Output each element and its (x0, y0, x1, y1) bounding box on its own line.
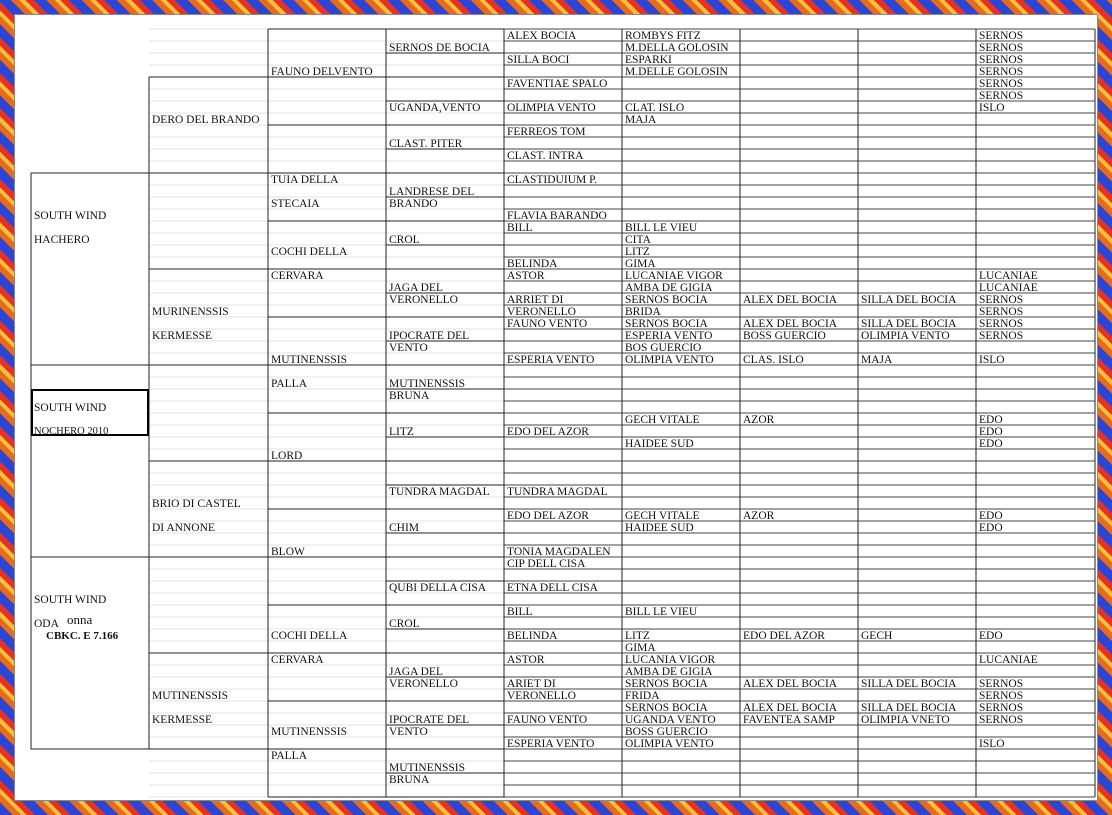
gen6-r1: ROMBYS FITZ (625, 30, 701, 42)
gen6-r21: LUCANIAE VIGOR (625, 270, 723, 282)
gen9-r35: EDO (979, 438, 1003, 450)
gen2-dam-sire-line1: BRIO DI CASTEL (152, 498, 241, 510)
gen4-a: SERNOS DE BOCIA (389, 42, 490, 54)
gen4-k: CHIM (389, 522, 420, 534)
gen5-r45: CIP DELL CISA (507, 558, 586, 570)
gen5-r7: OLIMPIA VENTO (507, 102, 596, 114)
dam-name: SOUTH WIND (34, 594, 107, 606)
gen3-g-line2: CERVARA (271, 654, 324, 666)
subject-name: SOUTH WIND (34, 402, 107, 414)
gen9-r57: SERNOS (979, 702, 1024, 714)
gen5-r21: ASTOR (507, 270, 545, 282)
gen6-r19: LITZ (625, 246, 650, 258)
gen8-r28: MAJA (861, 354, 893, 366)
gen5-r9: FERREOS TOM (507, 126, 586, 138)
gen5-r17: BILL (507, 222, 533, 234)
gen4-c: CLAST. PITER (389, 138, 463, 150)
gen7-r58: FAVENTEA SAMP (743, 714, 835, 726)
gen7-r26: BOSS GUERCIO (743, 330, 826, 342)
gen4-d: LANDRESE DEL BRANDO (389, 186, 474, 210)
gen9-r28: ISLO (979, 354, 1005, 366)
gen6-r35: HAIDEE SUD (625, 438, 694, 450)
gen9-r26: SERNOS (979, 330, 1024, 342)
gen6-r3: ESPARKI (625, 54, 672, 66)
gen5-r60: ESPERIA VENTO (507, 738, 595, 750)
gen9-r60: ISLO (979, 738, 1005, 750)
gen9-r1: SERNOS (979, 30, 1024, 42)
gen5-r5: FAVENTIAE SPALO (507, 78, 608, 90)
gen5-r3: SILLA BOCI (507, 54, 570, 66)
gen5-r53: ASTOR (507, 654, 545, 666)
gen9-r24: SERNOS (979, 306, 1024, 318)
gen4-n: JAGA DEL VERONELLO (389, 666, 458, 690)
gen5-r51: BELINDA (507, 630, 558, 642)
sire-name: SOUTH WIND (34, 210, 107, 222)
gen6-r4: M.DELLE GOLOSIN (625, 66, 728, 78)
gen5-r34: EDO DEL AZOR (507, 426, 589, 438)
gen5-r39: TUNDRA MAGDAL (507, 486, 608, 498)
gen7-r25: ALEX DEL BOCIA (743, 318, 838, 330)
dam-name-line2: ODA (34, 618, 59, 630)
gen6-r59: BOSS GUERCIO (625, 726, 708, 738)
gen6-r58: UGANDA VENTO (625, 714, 716, 726)
subject-name-line2: NOCHERO 2010 (34, 426, 109, 437)
gen2-dam-dam-line2: KERMESSE (152, 714, 213, 726)
gen5-r58: FAUNO VENTO (507, 714, 588, 726)
gen4-h: MUTINENSSIS BRUNA (389, 378, 466, 402)
gen7-r28: CLAS. ISLO (743, 354, 804, 366)
sire-name-line2: HACHERO (34, 234, 90, 246)
gen6-r51: LITZ (625, 630, 650, 642)
gen3-d-line1: MUTINENSSIS (271, 354, 348, 366)
gen7-r55: ALEX DEL BOCIA (743, 678, 838, 690)
gen6-r56: FRIDA (625, 690, 660, 702)
gen4-o: IPOCRATE DEL VENTO (389, 714, 469, 738)
gen4-g: IPOCRATE DEL VENTO (389, 330, 469, 354)
gen8-r58: OLIMPIA VNETO (861, 714, 950, 726)
gen6-r55: SERNOS BOCIA (625, 678, 708, 690)
gen6-r20: GIMA (625, 258, 656, 270)
gen6-r54: AMBA DE GIGIA (625, 666, 713, 678)
gen2-sire-dam-line1: MURINENSSIS (152, 306, 229, 318)
gen9-r33: EDO (979, 414, 1003, 426)
gen5-r16: FLAVIA BARANDO (507, 210, 607, 222)
gen6-r28: OLIMPIA VENTO (625, 354, 714, 366)
gen6-r7: CLAT. ISLO (625, 102, 685, 114)
gen6-r41: GECH VITALE (625, 510, 700, 522)
gen2-sire-dam-line2: KERMESSE (152, 330, 213, 342)
gen6-r22: AMBA DE GIGIA (625, 282, 713, 294)
gen9-r4: SERNOS (979, 66, 1024, 78)
gen9-r7: ISLO (979, 102, 1005, 114)
gen6-r23: SERNOS BOCIA (625, 294, 708, 306)
gen3-e: LORD (271, 450, 303, 462)
gen5-r20: BELINDA (507, 258, 558, 270)
gen9-r6: SERNOS (979, 90, 1024, 102)
gen7-r23: ALEX DEL BOCIA (743, 294, 838, 306)
gen9-r21: LUCANIAE (979, 270, 1038, 282)
gen5-r55: ARIET DI VERONELLO (507, 678, 576, 702)
gen4-p: MUTINENSSIS BRUNA (389, 762, 466, 786)
gen6-r26: ESPERIA VENTO (625, 330, 713, 342)
gen9-r22: LUCANIAE (979, 282, 1038, 294)
gen9-r56: SERNOS (979, 690, 1024, 702)
gen5-r49: BILL (507, 606, 533, 618)
gen6-r27: BOS GUERCIO (625, 342, 702, 354)
gen9-r5: SERNOS (979, 78, 1024, 90)
gen4-i: LITZ (389, 426, 414, 438)
gen3-a: FAUNO DELVENTO (271, 66, 373, 78)
gen9-r55: SERNOS (979, 678, 1024, 690)
gen8-r25: SILLA DEL BOCIA (861, 318, 957, 330)
gen6-r42: HAIDEE SUD (625, 522, 694, 534)
gen4-b: UGANDA,VENTO (389, 102, 481, 114)
gen5-r47: ETNA DELL CISA (507, 582, 598, 594)
gen5-r23: ARRIET DI VERONELLO (507, 294, 576, 318)
gen8-r51: GECH (861, 630, 893, 642)
gen6-r33: GECH VITALE (625, 414, 700, 426)
gen6-r49: BILL LE VIEU (625, 606, 698, 618)
gen6-r25: SERNOS BOCIA (625, 318, 708, 330)
gen9-r23: SERNOS (979, 294, 1024, 306)
gen4-e: CROL (389, 234, 420, 246)
gen9-r25: SERNOS (979, 318, 1024, 330)
gen9-r58: SERNOS (979, 714, 1024, 726)
gen6-r57: SERNOS BOCIA (625, 702, 708, 714)
gen6-r2: M.DELLA GOLOSIN (625, 42, 729, 54)
gen8-r23: SILLA DEL BOCIA (861, 294, 957, 306)
gen6-r52: GIMA (625, 642, 656, 654)
gen9-r51: EDO (979, 630, 1003, 642)
dam-name-handwritten: onna (67, 612, 93, 627)
gen2-dam-dam-line1: MUTINENSSIS (152, 690, 229, 702)
gen3-h-line1: MUTINENSSIS (271, 726, 348, 738)
gen5-r25: FAUNO VENTO (507, 318, 588, 330)
gen5-r28: ESPERIA VENTO (507, 354, 595, 366)
gen7-r33: AZOR (743, 414, 775, 426)
gen9-r42: EDO (979, 522, 1003, 534)
gen8-r55: SILLA DEL BOCIA (861, 678, 957, 690)
gen6-r53: LUCANIA VIGOR (625, 654, 716, 666)
gen7-r51: EDO DEL AZOR (743, 630, 825, 642)
gen4-j: TUNDRA MAGDAL (389, 486, 490, 498)
gen3-h-line2: PALLA (271, 750, 307, 762)
gen4-m: CROL (389, 618, 420, 630)
gen6-r24: BRIDA (625, 306, 661, 318)
gen9-r34: EDO (979, 426, 1003, 438)
gen6-r60: OLIMPIA VENTO (625, 738, 714, 750)
gen9-r53: LUCANIAE (979, 654, 1038, 666)
gen9-r41: EDO (979, 510, 1003, 522)
gen5-r42: EDO DEL AZOR (507, 510, 589, 522)
gen3-b-line2: STECAIA (271, 198, 320, 210)
gen7-r41: AZOR (743, 510, 775, 522)
gen8-r26: OLIMPIA VENTO (861, 330, 950, 342)
gen9-r3: SERNOS (979, 54, 1024, 66)
gen6-r18: CITA (625, 234, 651, 246)
gen5-r44: TONIA MAGDALEN (507, 546, 611, 558)
gen4-f: JAGA DEL VERONELLO (389, 282, 458, 306)
gen2-sire-sire: DERO DEL BRANDO (152, 114, 260, 126)
gen5-r1: ALEX BOCIA (507, 30, 577, 42)
gen3-d-line2: PALLA (271, 378, 307, 390)
gen2-dam-sire-line2: DI ANNONE (152, 522, 215, 534)
gen3-f: BLOW (271, 546, 305, 558)
gen5-r11: CLAST. INTRA (507, 150, 584, 162)
gen6-r17: BILL LE VIEU (625, 222, 698, 234)
gen7-r57: ALEX DEL BOCIA (743, 702, 838, 714)
gen3-c-line1: COCHI DELLA (271, 246, 348, 258)
gen8-r57: SILLA DEL BOCIA (861, 702, 957, 714)
gen6-r8: MAJA (625, 114, 657, 126)
gen3-g-line1: COCHI DELLA (271, 630, 348, 642)
gen3-b-line1: TUIA DELLA (271, 174, 339, 186)
gen9-r2: SERNOS (979, 42, 1024, 54)
dam-registration: CBKC. E 7.166 (46, 630, 119, 642)
gen4-l: QUBI DELLA CISA (389, 582, 487, 594)
gen5-r13: CLASTIDUIUM P. (507, 174, 598, 186)
gen3-c-line2: CERVARA (271, 270, 324, 282)
